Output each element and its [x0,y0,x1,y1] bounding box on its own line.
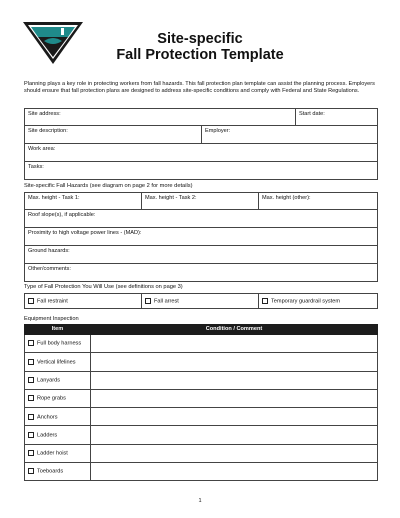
item-label: Rope grabs [37,395,66,402]
site-info-table [24,108,378,180]
condition-comment-field[interactable] [91,353,378,371]
item-label: Lanyards [37,377,61,384]
condition-comment-field[interactable] [91,444,378,462]
condition-comment-field[interactable] [91,371,378,389]
equipment-heading: Equipment Inspection [24,316,79,322]
condition-comment-field[interactable] [91,426,378,444]
equipment-item[interactable] [25,353,91,371]
max-height-task1-field[interactable]: Max. height - Task 1: [25,193,142,210]
equipment-item[interactable] [25,426,91,444]
equipment-table [24,324,378,481]
table-row [25,335,378,353]
table-row [25,426,378,444]
checkbox[interactable] [28,395,34,401]
checkbox[interactable] [28,298,34,304]
max-height-other-field[interactable]: Max. height (other): [259,193,378,210]
checkbox[interactable] [28,432,34,438]
checkbox[interactable] [145,298,151,304]
condition-comment-field[interactable] [91,335,378,353]
equipment-item[interactable] [25,463,91,481]
equipment-item[interactable] [25,408,91,426]
title-line-1: Site-specific [157,31,243,47]
hazards-heading: Site-specific Fall Hazards (see diagram on page 2 for more details) [24,183,193,189]
employer-field[interactable]: Employer: [202,126,378,144]
option-label: Fall arrest [154,298,179,305]
table-row [25,353,378,371]
option-temporary-guardrail[interactable] [259,294,378,309]
option-label: Temporary guardrail system [271,298,341,305]
item-label: Ladders [37,432,58,439]
table-row [25,371,378,389]
page-number: 1 [198,498,202,504]
checkbox[interactable] [28,340,34,346]
tasks-field[interactable]: Tasks: [25,162,378,180]
item-label: Ladder hoist [37,450,68,457]
table-row [25,444,378,462]
checkbox[interactable] [28,468,34,474]
site-address-field[interactable]: Site address: [25,109,296,126]
option-fall-restraint[interactable] [25,294,142,309]
checkbox[interactable] [28,359,34,365]
page-title [0,31,400,63]
table-row [25,463,378,481]
checkbox[interactable] [28,414,34,420]
checkbox[interactable] [28,377,34,383]
work-area-field[interactable]: Work area: [25,144,378,162]
roof-slopes-field[interactable]: Roof slope(s), if applicable: [25,210,378,228]
item-label: Anchors [37,414,58,421]
site-description-field[interactable]: Site description: [25,126,202,144]
equipment-item[interactable] [25,389,91,407]
equipment-item[interactable] [25,444,91,462]
item-label: Vertical lifelines [37,359,76,366]
other-comments-field[interactable]: Other/comments: [25,264,378,282]
fall-protection-heading: Type of Fall Protection You Will Use (see definitions on page 3) [24,284,183,290]
proximity-field[interactable]: Proximity to high voltage power lines - (MAD): [25,228,378,246]
ground-hazards-field[interactable]: Ground hazards: [25,246,378,264]
equipment-item[interactable] [25,335,91,353]
condition-comment-field[interactable] [91,463,378,481]
checkbox[interactable] [28,450,34,456]
option-fall-arrest[interactable] [142,294,259,309]
col-condition-header: Condition / Comment [91,325,378,335]
equipment-item[interactable] [25,371,91,389]
item-label: Toeboards [37,468,64,475]
item-label: Full body harness [37,340,82,347]
max-height-task2-field[interactable]: Max. height - Task 2: [142,193,259,210]
start-date-field[interactable]: Start date: [296,109,378,126]
table-row [25,389,378,407]
checkbox[interactable] [262,298,268,304]
condition-comment-field[interactable] [91,389,378,407]
condition-comment-field[interactable] [91,408,378,426]
option-label: Fall restraint [37,298,68,305]
col-item-header: Item [25,325,91,335]
intro-paragraph: Planning plays a key role in protecting workers from fall hazards. This fall protection plan template can assist the planning process. Employers should ensure that fall protection plans are designed to address site-specific conditions and comply with Federal and State Regulations. [24,81,375,95]
title-line-2: Fall Protection Template [116,47,284,63]
fall-protection-table [24,293,378,309]
hazards-table [24,192,378,282]
table-row [25,408,378,426]
